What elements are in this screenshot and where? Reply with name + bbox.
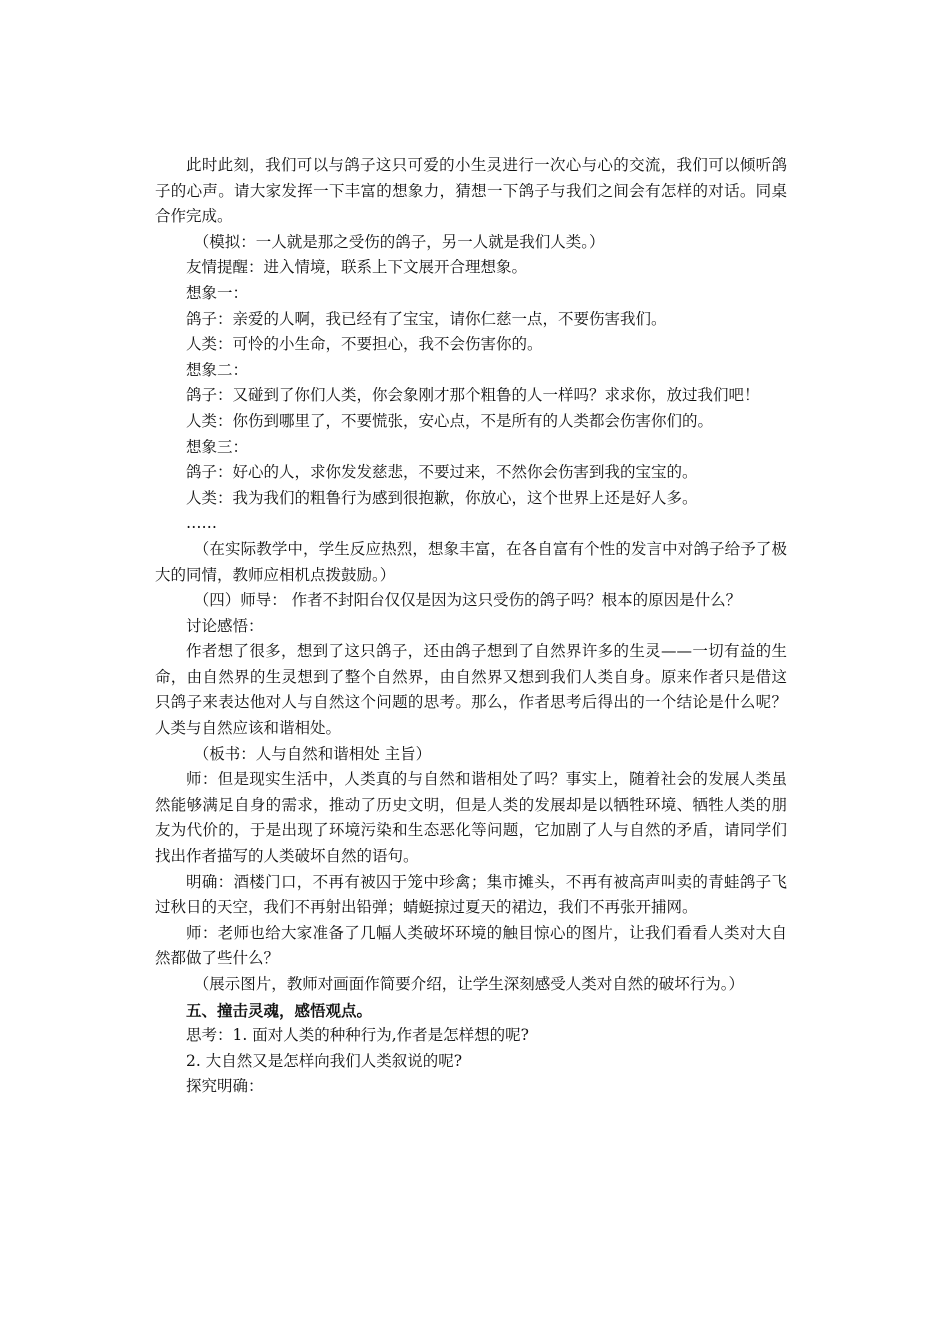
paragraph: 2. 大自然又是怎样向我们人类叙说的呢? [186, 1051, 463, 1070]
paragraph: 思考：1. 面对人类的种种行为,作者是怎样想的呢? [186, 1026, 529, 1045]
paragraph: 讨论感悟： [186, 616, 264, 635]
paragraph: 师：但是现实生活中，人类真的与自然和谐相处了吗？事实上，随着社会的发展人类虽然能够满足自身的需求，推动了历史文明，但是人类的发展却是以牺牲环境、牺牲人类的朋友为代价的，于是出现了环境污染和生态恶化等问题，它加剧了人与自然的矛盾，请同学们找出作者描写的人类破坏自然的语句。 [155, 770, 787, 866]
paragraph: （板书：人与自然和谐相处 主旨） [193, 744, 432, 763]
paragraph: 人类：你伤到哪里了，不要慌张，安心点，不是所有的人类都会伤害你们的。 [186, 411, 714, 430]
section-heading: 五、撞击灵魂，感悟观点。 [186, 1000, 373, 1020]
paragraph: 探究明确： [186, 1077, 264, 1096]
paragraph: 想象三： [186, 437, 249, 456]
paragraph: 鸽子：好心的人，求你发发慈悲，不要过来，不然你会伤害到我的宝宝的。 [186, 463, 698, 482]
paragraph: 人类：我为我们的粗鲁行为感到很抱歉，你放心，这个世界上还是好人多。 [186, 488, 698, 507]
paragraph: …… [186, 514, 217, 533]
document-body [155, 153, 787, 1100]
paragraph: （展示图片，教师对画面作简要介绍，让学生深刻感受人类对自然的破坏行为。） [193, 975, 745, 993]
paragraph: 鸽子：又碰到了你们人类，你会象刚才那个粗鲁的人一样吗？求求你，放过我们吧！ [186, 386, 760, 405]
paragraph: 师：老师也给大家准备了几幅人类破坏环境的触目惊心的图片，让我们看看人类对大自然都做了些什么？ [155, 923, 787, 968]
paragraph: 作者想了很多，想到了这只鸽子，还由鸽子想到了自然界许多的生灵——一切有益的生命，由自然界的生灵想到了整个自然界，由自然界又想到我们人类自身。原来作者只是借这只鸽子来表达他对人与自然这个问题的思考。那么，作者思考后得出的一个结论是什么呢？人类与自然应该和谐相处。 [155, 642, 787, 738]
paragraph: 明确：酒楼门口，不再有被囚于笼中珍禽；集市摊头，不再有被高声叫卖的青蛙鸽子飞过秋日的天空，我们不再射出铅弹；蜻蜓掠过夏天的裙边，我们不再张开捕网。 [155, 872, 787, 917]
paragraph: 此时此刻，我们可以与鸽子这只可爱的小生灵进行一次心与心的交流，我们可以倾听鸽子的心声。请大家发挥一下丰富的想象力，猜想一下鸽子与我们之间会有怎样的对话。同桌合作完成。 [155, 156, 787, 226]
paragraph: 想象一： [186, 283, 249, 302]
paragraph: （在实际教学中，学生反应热烈，想象丰富，在各自富有个性的发言中对鸽子给予了极大的同情，教师应相机点拨鼓励。） [155, 539, 787, 584]
paragraph: 鸽子：亲爱的人啊，我已经有了宝宝，请你仁慈一点，不要伤害我们。 [186, 309, 667, 328]
paragraph: 人类：可怜的小生命，不要担心，我不会伤害你的。 [186, 335, 543, 354]
paragraph: （四）师导： 作者不封阳台仅仅是因为这只受伤的鸽子吗？根本的原因是什么？ [193, 591, 742, 610]
paragraph: （模拟：一人就是那之受伤的鸽子，另一人就是我们人类。） [193, 232, 605, 251]
paragraph: 友情提醒：进入情境，联系上下文展开合理想象。 [186, 258, 528, 277]
paragraph: 想象二： [186, 360, 249, 379]
